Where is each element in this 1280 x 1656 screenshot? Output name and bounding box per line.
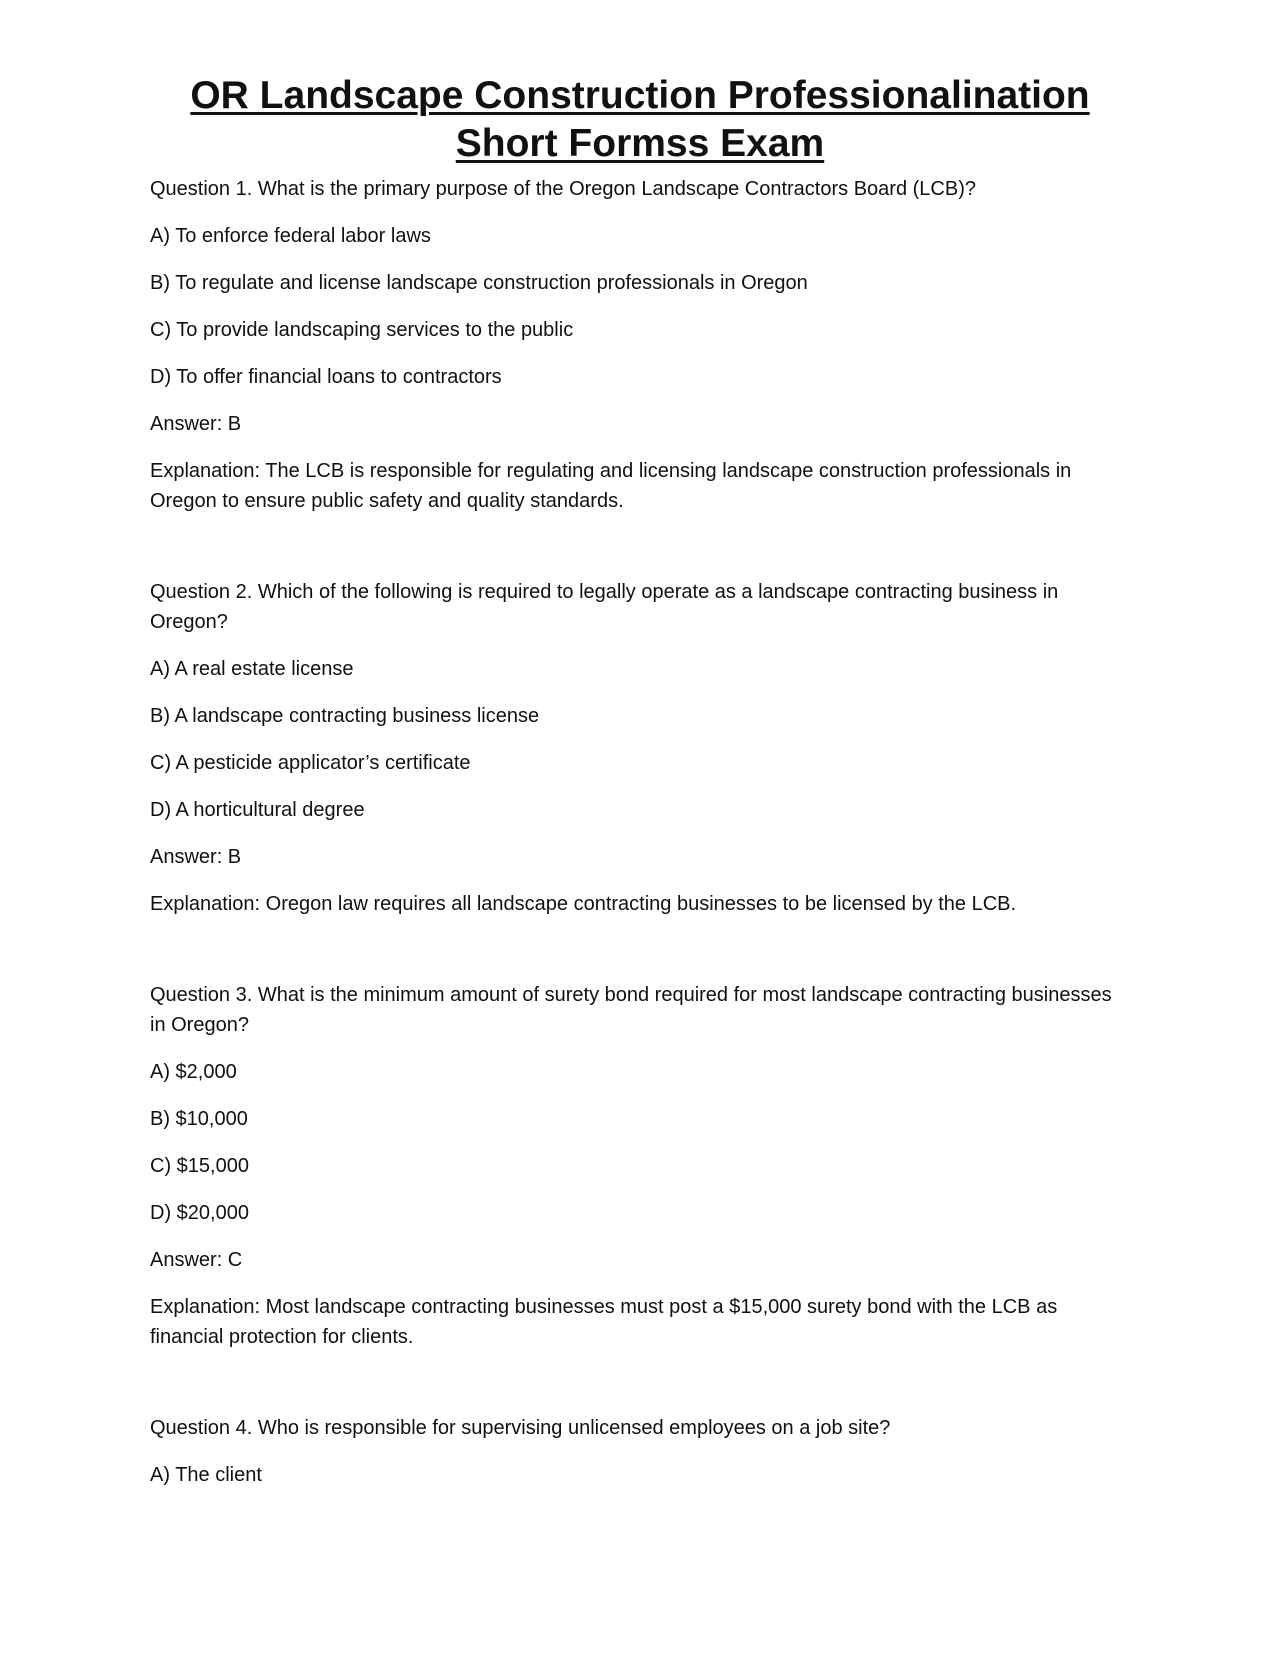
option-a: A) $2,000 <box>150 1061 237 1083</box>
option-b: B) A landscape contracting business license <box>150 705 540 727</box>
explanation-text: Explanation: Most landscape contracting businesses must post a $15,000 surety bond with the LCB as financial protection for clients. <box>150 1296 1058 1348</box>
question-block-3 <box>150 980 1120 1352</box>
answer-text: Answer: B <box>150 413 242 435</box>
question-block-2 <box>150 577 1120 919</box>
question-text: Question 3. What is the minimum amount of surety bond required for most landscape contracting businesses in Oregon? <box>150 984 1112 1036</box>
option-d: D) $20,000 <box>150 1202 249 1224</box>
option-c: C) A pesticide applicator’s certificate <box>150 752 471 774</box>
option-b: B) To regulate and license landscape construction professionals in Oregon <box>150 272 808 294</box>
option-d: D) A horticultural degree <box>150 799 365 821</box>
option-a: A) To enforce federal labor laws <box>150 225 431 247</box>
document-title: OR Landscape Construction Professionalination Short Formss Exam <box>190 74 1090 165</box>
question-text: Question 4. Who is responsible for supervising unlicensed employees on a job site? <box>150 1417 891 1439</box>
option-d: D) To offer financial loans to contractors <box>150 366 502 388</box>
option-b: B) $10,000 <box>150 1108 248 1130</box>
option-a: A) The client <box>150 1464 262 1486</box>
question-text: Question 2. Which of the following is required to legally operate as a landscape contracting business in Oregon? <box>150 581 1059 633</box>
question-block-1 <box>150 174 1120 516</box>
question-block-4 <box>150 1413 1120 1490</box>
answer-text: Answer: C <box>150 1249 243 1271</box>
question-text: Question 1. What is the primary purpose of the Oregon Landscape Contractors Board (LCB)? <box>150 178 976 200</box>
option-a: A) A real estate license <box>150 658 354 680</box>
option-c: C) $15,000 <box>150 1155 249 1177</box>
questions-list <box>150 174 1120 1507</box>
explanation-text: Explanation: Oregon law requires all landscape contracting businesses to be licensed by the LCB. <box>150 893 1017 915</box>
option-c: C) To provide landscaping services to the public <box>150 319 574 341</box>
answer-text: Answer: B <box>150 846 242 868</box>
explanation-text: Explanation: The LCB is responsible for regulating and licensing landscape construction professionals in Oregon to ensure public safety and quality standards. <box>150 460 1072 512</box>
